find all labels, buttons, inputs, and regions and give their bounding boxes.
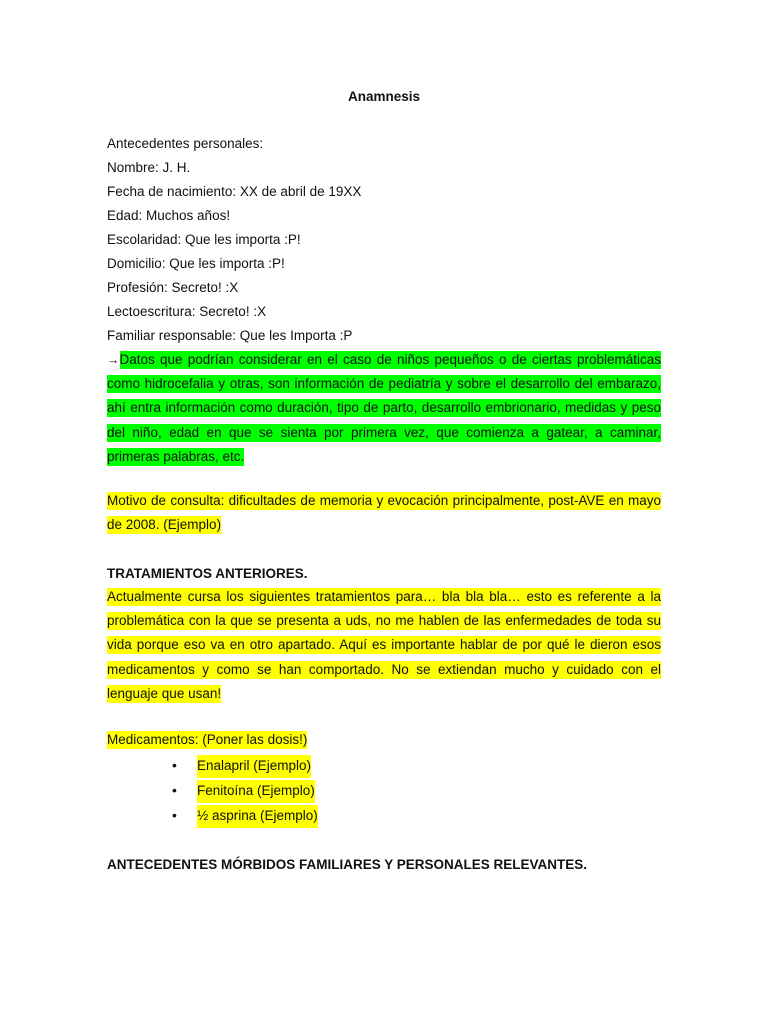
personal-info-familiar: Familiar responsable: Que les Importa :P	[107, 328, 353, 343]
bullet-icon: •	[172, 782, 177, 798]
medicamento-item-text: ½ asprina (Ejemplo)	[197, 805, 318, 828]
medicamento-item-text: Fenitoína (Ejemplo)	[197, 780, 315, 803]
medicamentos-label-text: Medicamentos: (Poner las dosis!)	[107, 732, 308, 747]
personal-info-escolaridad: Escolaridad: Que les importa :P!	[107, 232, 301, 247]
personal-info-domicilio: Domicilio: Que les importa :P!	[107, 256, 285, 271]
personal-info-heading: Antecedentes personales:	[107, 136, 264, 151]
medicamentos-label	[107, 730, 307, 750]
motivo-consulta-paragraph	[107, 489, 661, 537]
document-title: Anamnesis	[347, 89, 421, 104]
motivo-consulta-text: Motivo de consulta: dificultades de memoria y evocación principalmente, post-AVE en mayo de 2008. (Ejemplo)	[107, 493, 661, 533]
pediatric-note-text: Datos que podrían considerar en el caso de niños pequeños o de ciertas problemáticas como hidrocefalia y otras, son información de pediatría y sobre el desarrollo del embarazo, ahí entra información como duración, tipo de parto, desarrollo embrionario, medidas y peso del niño, edad en que se sienta por primera vez, que comienza a gatear, a caminar, primeras palabras, etc.	[107, 352, 661, 464]
personal-info-edad: Edad: Muchos años!	[107, 208, 231, 223]
bullet-icon: •	[172, 757, 177, 773]
tratamientos-heading: TRATAMIENTOS ANTERIORES.	[107, 566, 308, 581]
personal-info-nombre: Nombre: J. H.	[107, 160, 191, 175]
personal-info-lectoescritura: Lectoescritura: Secreto! :X	[107, 304, 267, 319]
tratamientos-paragraph	[107, 585, 661, 706]
bullet-icon: •	[172, 807, 177, 823]
arrow-right-icon: →	[107, 353, 120, 367]
personal-info-fecha-nacimiento: Fecha de nacimiento: XX de abril de 19XX	[107, 184, 362, 199]
personal-info-profesion: Profesión: Secreto! :X	[107, 280, 239, 295]
pediatric-note-paragraph	[107, 348, 661, 469]
morbidos-heading: ANTECEDENTES MÓRBIDOS FAMILIARES Y PERSONALES RELEVANTES.	[107, 857, 588, 872]
medicamento-item-text: Enalapril (Ejemplo)	[197, 755, 311, 778]
tratamientos-text: Actualmente cursa los siguientes tratamientos para… bla bla bla… esto es referente a la problemática con la que se presenta a uds, no me hablen de las enfermedades de toda su vida porque eso va en otro apartado. Aquí es importante hablar de por qué le dieron esos medicamentos y como se han comportado. No se extiendan mucho y cuidado con el lenguaje que usan!	[107, 589, 661, 701]
personal-info-section	[107, 134, 667, 350]
